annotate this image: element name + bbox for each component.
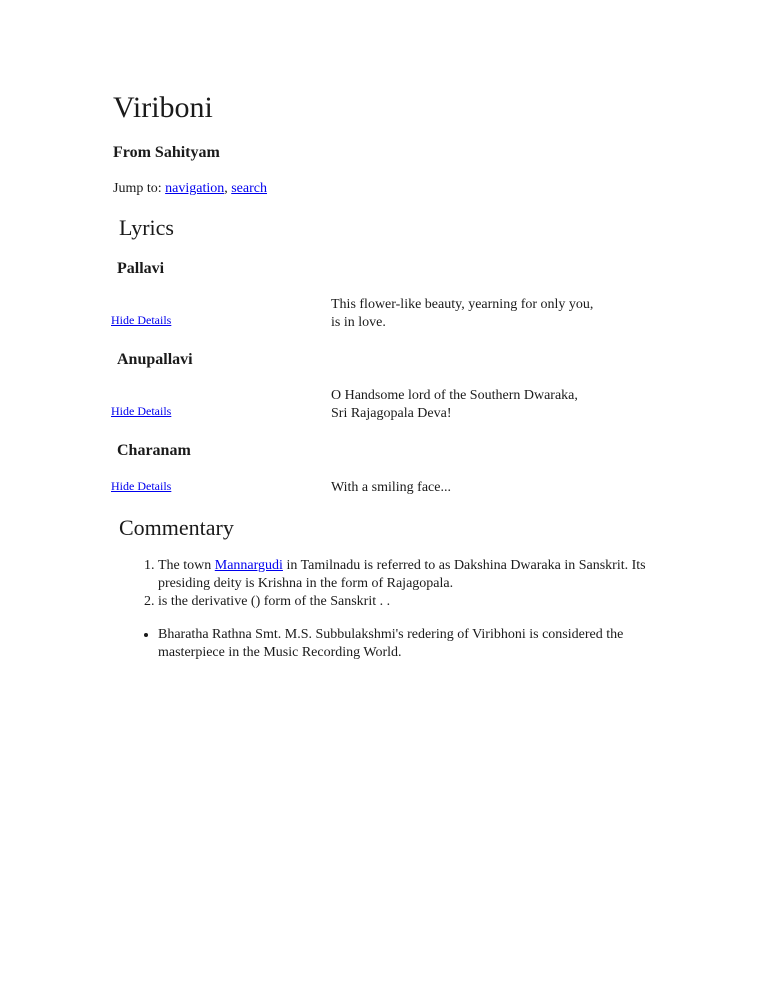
note-text: in Tamilnadu is referred to as Dakshina Dwaraka in Sanskrit. Its presiding deity is Krishna in the form of Rajagopala. [158,558,646,591]
anupallavi-line-2: Sri Rajagopala Deva! [331,406,452,421]
page-title: Viriboni [113,91,213,124]
commentary-bullets [133,626,653,662]
jump-to-bar [113,180,267,198]
commentary-body [133,557,653,662]
mannargudi-link[interactable]: Mannargudi [214,558,283,573]
charanam-line-1: With a smiling face... [331,480,451,495]
pallavi-line-2: is in love. [331,315,386,330]
pallavi-heading: Pallavi [117,260,165,277]
page-subtitle: From Sahityam [113,144,220,161]
navigation-link[interactable]: navigation [165,181,225,196]
commentary-bullet: • Bharatha Rathna Smt. M.S. Subbulakshmi's redering of Viribhoni is considered the masterpiece in the Music Recording World. [158,626,653,662]
pallavi-line-1: This flower-like beauty, yearning for only you, [331,297,594,312]
commentary-note [158,557,653,593]
lyrics-heading: Lyrics [119,215,174,240]
search-link[interactable]: search [231,181,267,196]
note-text: is the derivative () form of the Sanskrit . . [158,594,391,609]
jump-separator: , [224,181,232,196]
jump-to-label: Jump to: [113,181,166,196]
charanam-heading: Charanam [117,442,191,459]
note-text: The town [158,558,215,573]
pallavi-hide-details-link[interactable]: Hide Details [111,313,172,327]
anupallavi-hide-details-link[interactable]: Hide Details [111,404,172,418]
commentary-notes-list [133,557,653,611]
commentary-note [158,593,653,611]
anupallavi-line-1: O Handsome lord of the Southern Dwaraka, [331,388,578,403]
anupallavi-heading: Anupallavi [117,351,193,368]
commentary-heading: Commentary [119,515,234,540]
charanam-hide-details-link[interactable]: Hide Details [111,479,172,493]
